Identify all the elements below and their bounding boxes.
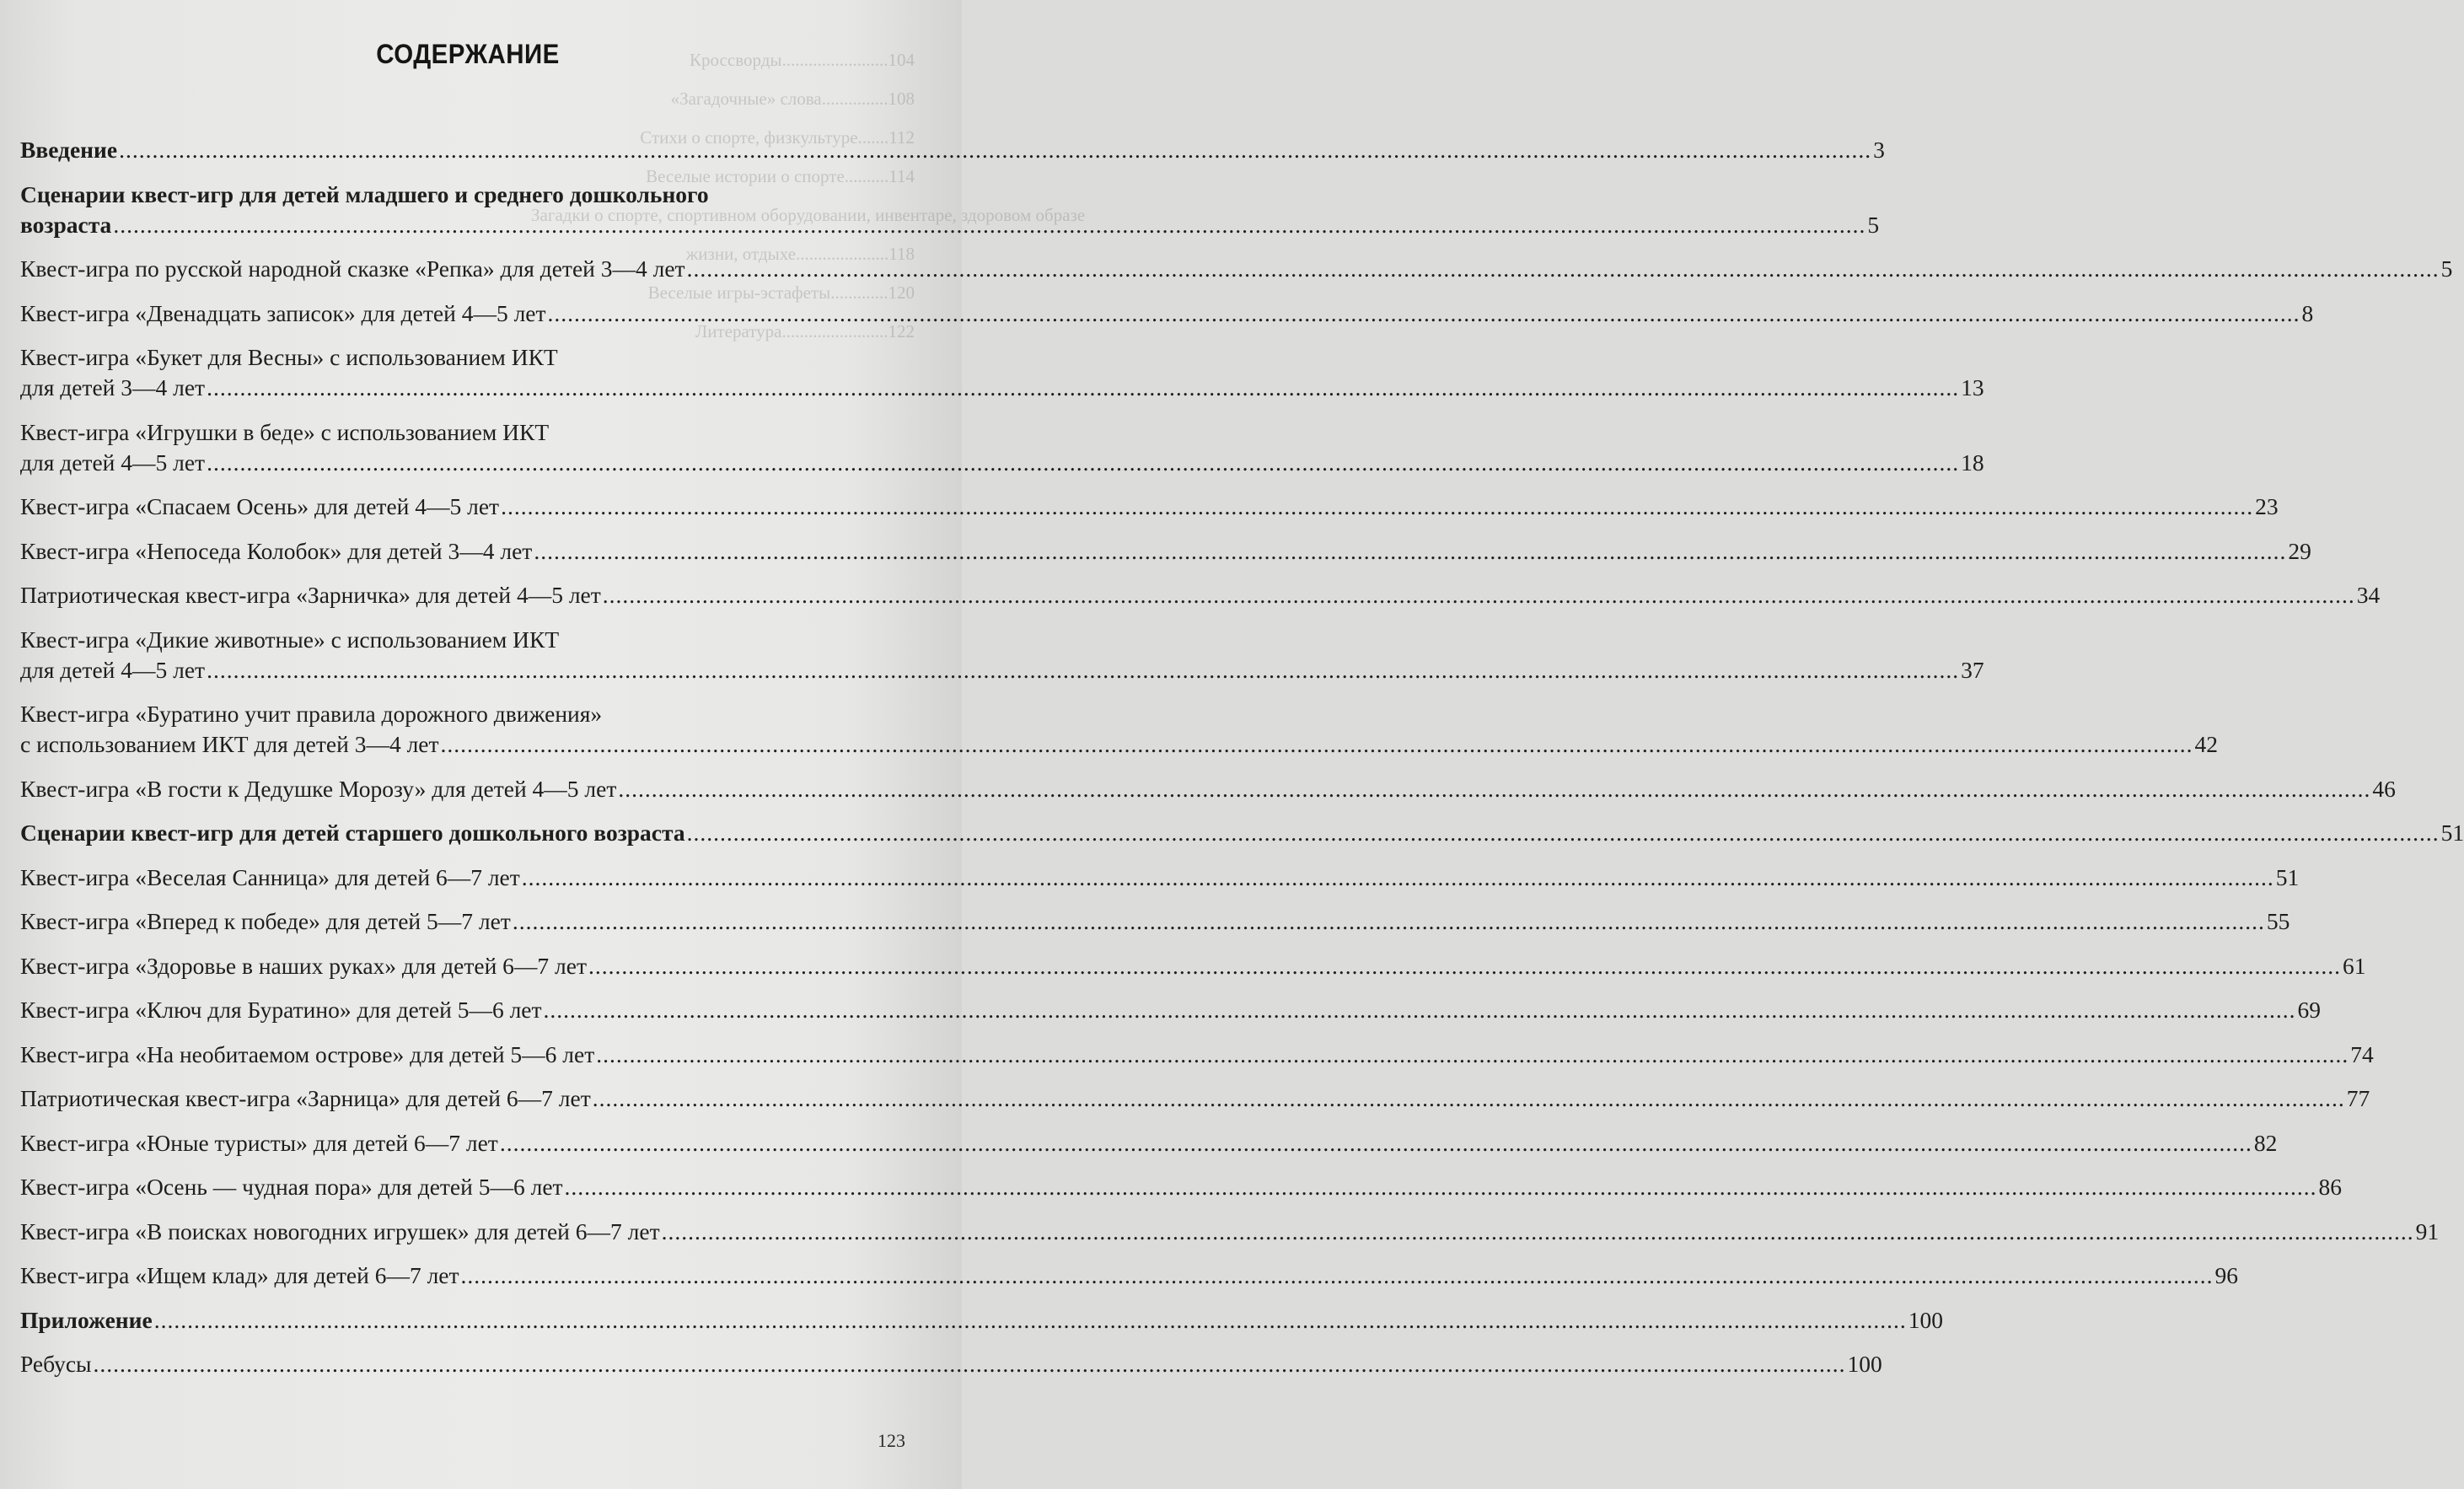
toc-page-number: 82 (2253, 1129, 2278, 1156)
dot-leader (662, 1217, 2414, 1247)
toc-page-number: 55 (2266, 908, 2290, 934)
toc-page-number: 8 (2301, 299, 2314, 326)
toc-page-number: 13 (1961, 374, 1984, 400)
toc-entry-title-line: Квест-игра «Букет для Весны» с использованием ИКТ (20, 344, 558, 370)
ghost-line: Кроссворды........................104 (690, 50, 915, 70)
dot-leader (461, 1261, 2214, 1291)
toc-entry-title: Квест-игра «Двенадцать записок» для детей 4—5 лет (20, 299, 546, 326)
dot-leader (618, 774, 2370, 804)
dot-leader (207, 655, 1959, 685)
dot-leader (501, 492, 2253, 522)
toc-entry-title: Патриотическая квест-игра «Зарничка» для детей 4—5 лет (20, 582, 601, 608)
toc-entry-title: для детей 3—4 лет (20, 374, 206, 400)
dot-leader (522, 863, 2274, 893)
toc-entry[interactable] (20, 1261, 2239, 1291)
toc-entry-title: Введение (20, 137, 118, 163)
toc-entry[interactable] (20, 818, 2464, 848)
toc-entry-title-line: Квест-игра «Игрушки в беде» с использованием ИКТ (20, 418, 550, 445)
toc-page-number: 5 (1867, 211, 1880, 238)
toc-entry-title: Патриотическая квест-игра «Зарница» для детей 6—7 лет (20, 1085, 591, 1111)
ghost-line: Литература........................122 (695, 321, 915, 341)
toc-page-number: 37 (1961, 656, 1984, 683)
toc-entry[interactable] (20, 536, 2311, 567)
toc-page-number: 100 (1847, 1351, 1882, 1377)
dot-leader (565, 1172, 2317, 1202)
toc-page-number: 91 (2415, 1218, 2440, 1244)
dot-leader (548, 298, 2300, 329)
ghost-line: Веселые игры-эстафеты.............120 (647, 282, 915, 303)
dot-leader (513, 906, 2265, 937)
toc-entry-title: Квест-игра «Спасаем Осень» для детей 4—5 лет (20, 493, 500, 519)
toc-entry-title: Квест-игра «Ищем клад» для детей 6—7 лет (20, 1262, 459, 1288)
toc-page-number: 23 (2255, 493, 2279, 519)
toc-entry[interactable] (20, 774, 2396, 804)
toc-page-number: 61 (2343, 952, 2366, 979)
toc-entry-title: Квест-игра «Ключ для Буратино» для детей 5—6 лет (20, 997, 542, 1023)
dot-leader (603, 580, 2355, 610)
toc-entry[interactable] (20, 1040, 2374, 1070)
toc-entry[interactable] (20, 580, 2381, 610)
dot-leader (113, 210, 1865, 240)
toc-entry[interactable] (20, 951, 2366, 981)
dot-leader (500, 1128, 2252, 1158)
toc-entry[interactable] (20, 180, 1880, 240)
dot-leader (687, 818, 2440, 848)
toc-entry[interactable] (20, 625, 1984, 685)
toc-entry[interactable] (20, 699, 2219, 760)
toc-entry-title: Квест-игра «В гости к Дедушке Морозу» для детей 4—5 лет (20, 775, 617, 802)
toc-entry-title: для детей 4—5 лет (20, 449, 206, 476)
toc-entry[interactable] (20, 1083, 2370, 1114)
toc-entry[interactable] (20, 298, 2314, 329)
toc-entry[interactable] (20, 417, 1984, 478)
dot-leader (593, 1083, 2345, 1114)
toc-entry[interactable] (20, 1349, 1882, 1379)
toc-entry-title: Квест-игра «Непоседа Колобок» для детей 3—4 лет (20, 537, 533, 564)
toc-entry[interactable] (20, 492, 2279, 522)
toc-page-number: 34 (2356, 582, 2381, 608)
dot-leader (207, 373, 1959, 403)
toc-entry-title-line: Квест-игра «Буратино учит правила дорожного движения» (20, 701, 603, 727)
page-number: 123 (878, 1430, 905, 1451)
ghost-line: «Загадочные» слова...............108 (670, 89, 915, 109)
ghost-line: жизни, отдыхе.....................118 (685, 244, 915, 264)
toc-page-number: 29 (2288, 537, 2311, 564)
toc-page-number: 74 (2350, 1040, 2374, 1067)
toc-page-number: 51 (2275, 863, 2300, 890)
toc-page-number: 69 (2297, 997, 2322, 1023)
toc-page-number: 5 (2440, 255, 2453, 282)
dot-leader (441, 729, 2193, 760)
toc-entry[interactable] (20, 1172, 2343, 1202)
toc-entry-title: Квест-игра по русской народной сказке «Репка» для детей 3—4 лет (20, 255, 685, 282)
dot-leader (596, 1040, 2349, 1070)
dot-leader (154, 1305, 1907, 1336)
toc-entry-title: Квест-игра «Веселая Санница» для детей 6—7 лет (20, 863, 520, 890)
toc-entry-title-line: Сценарии квест-игр для детей младшего и среднего дошкольного (20, 180, 709, 207)
toc-page-number: 46 (2372, 775, 2396, 802)
toc-entry-title: Ребусы (20, 1351, 92, 1377)
toc-entry-title: для детей 4—5 лет (20, 656, 206, 683)
dot-leader (207, 448, 1959, 478)
toc-entry-title: с использованием ИКТ для детей 3—4 лет (20, 731, 439, 757)
toc-entry-title-line: Квест-игра «Дикие животные» с использованием ИКТ (20, 626, 560, 653)
toc-entry-title: Квест-игра «Вперед к победе» для детей 5—7 лет (20, 908, 511, 934)
toc-entry-title: Квест-игра «Здоровье в наших руках» для детей 6—7 лет (20, 952, 587, 979)
toc-entry[interactable] (20, 995, 2322, 1025)
toc-entry[interactable] (20, 906, 2290, 937)
page-title: СОДЕРЖАНИЕ (376, 39, 560, 69)
toc-page-number: 51 (2440, 820, 2464, 846)
toc-entry[interactable] (20, 135, 1885, 165)
toc-page-number: 42 (2194, 731, 2219, 757)
dot-leader (687, 254, 2440, 284)
toc-entry-title: Квест-игра «Осень — чудная пора» для детей 5—6 лет (20, 1174, 563, 1200)
toc-entry-title: Приложение (20, 1306, 153, 1333)
toc-entry[interactable] (20, 1217, 2440, 1247)
toc-entry-title: Квест-игра «Юные туристы» для детей 6—7 лет (20, 1129, 498, 1156)
toc-page-number: 3 (1873, 137, 1885, 163)
toc-page-number: 77 (2346, 1085, 2370, 1111)
ghost-line: Загадки о спорте, спортивном оборудовании, инвентаре, здоровом образе (531, 205, 1086, 225)
dot-leader (534, 536, 2286, 567)
dot-leader (588, 951, 2341, 981)
toc-entry-title: Сценарии квест-игр для детей старшего дошкольного возраста (20, 820, 685, 846)
toc-entry[interactable] (20, 1305, 1943, 1336)
toc-entry-title: Квест-игра «На необитаемом острове» для детей 5—6 лет (20, 1040, 595, 1067)
toc-entry[interactable] (20, 863, 2300, 893)
toc-entry-title: возраста (20, 211, 112, 238)
ghost-line: Веселые истории о спорте..........114 (646, 166, 915, 186)
dot-leader (94, 1349, 1846, 1379)
toc-page-number: 18 (1961, 449, 1984, 476)
toc-entry[interactable] (20, 1128, 2278, 1158)
toc-page-number: 100 (1908, 1306, 1943, 1333)
toc-page-number: 86 (2318, 1174, 2343, 1200)
toc-entry[interactable] (20, 342, 1984, 403)
toc-entry-title: Квест-игра «В поисках новогодних игрушек» для детей 6—7 лет (20, 1218, 660, 1244)
table-of-contents (20, 135, 2464, 1394)
dot-leader (544, 995, 2296, 1025)
dot-leader (119, 135, 1871, 165)
toc-page-number: 96 (2214, 1262, 2239, 1288)
ghost-line: Стихи о спорте, физкультуре.......112 (640, 127, 915, 148)
